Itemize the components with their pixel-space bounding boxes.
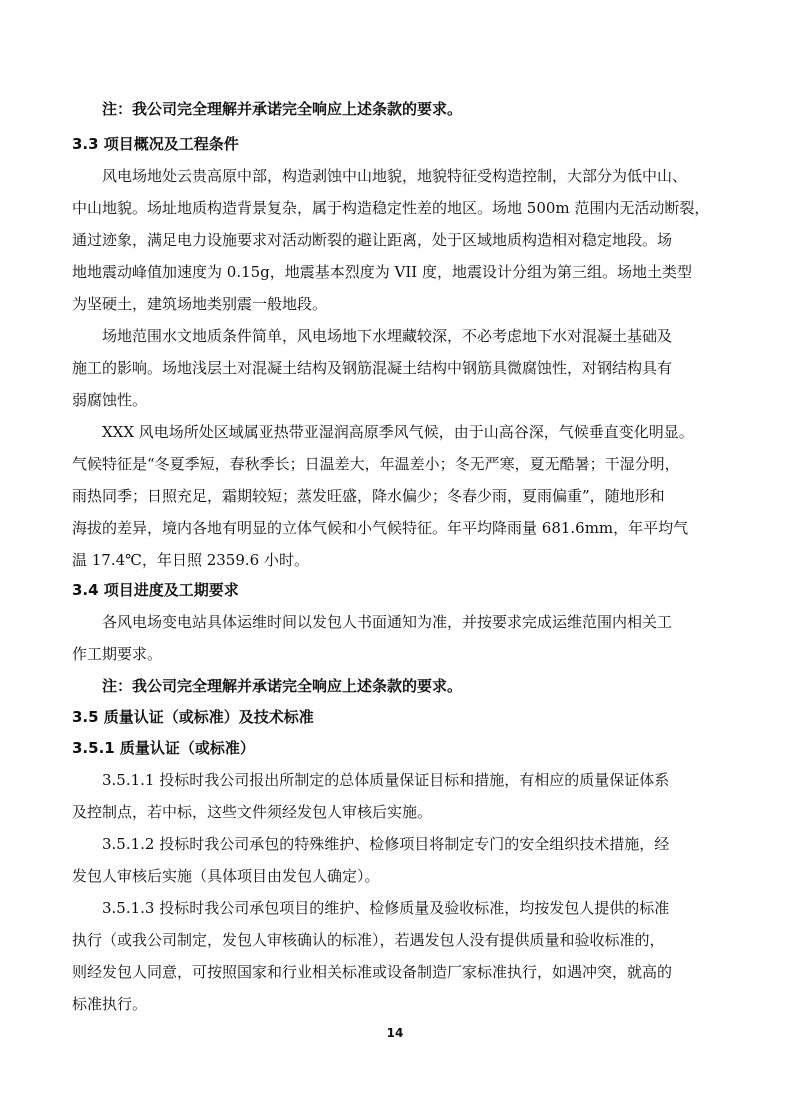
paragraph-line: 施工的影响。场地浅层土对混凝土结构及钢筋混凝土结构中钢筋具微腐蚀性，对钢结构具有: [72, 359, 673, 377]
paragraph-line: 地地震动峰值加速度为 0.15g，地震基本烈度为 VII 度，地震设计分组为第三组。场地土类型: [72, 263, 692, 281]
page-number: 14: [386, 1026, 404, 1040]
paragraph-line: 温 17.4℃，年日照 2359.6 小时。: [72, 551, 309, 569]
paragraph-line: 通过迹象，满足电力设施要求对活动断裂的避让距离，处于区域地质构造相对稳定地段。场: [72, 231, 673, 249]
paragraph-line: 3.5.1.1 投标时我公司报出所制定的总体质量保证目标和措施，有相应的质量保证体系: [102, 771, 670, 789]
notice-statement: 注：我公司完全理解并承诺完全响应上述条款的要求。: [102, 100, 463, 118]
paragraph-line: 3.5.1.2 投标时我公司承包的特殊维护、检修项目将制定专门的安全组织技术措施，经: [102, 835, 670, 853]
paragraph-line: 气候特征是“冬夏季短，春秋季长；日温差大，年温差小；冬无严寒，夏无酷暑；干湿分明，: [72, 455, 680, 473]
paragraph-line: 场地范围水文地质条件简单，风电场地下水埋藏较深，不必考虑地下水对混凝土基础及: [102, 327, 673, 345]
paragraph-line: 发包人审核后实施（具体项目由发包人确定）。: [72, 867, 380, 885]
paragraph-line: 各风电场变电站具体运维时间以发包人书面通知为准，并按要求完成运维范围内相关工: [102, 613, 673, 631]
paragraph-line: 标准执行。: [72, 995, 148, 1013]
subsection-heading-3-5-1: 3.5.1 质量认证（或标准）: [72, 739, 255, 757]
paragraph-line: 执行（或我公司制定，发包人审核确认的标准），若遇发包人没有提供质量和验收标准的，: [72, 931, 665, 949]
paragraph-line: 为坚硬土，建筑场地类别震一般地段。: [72, 295, 328, 313]
section-heading-3-5: 3.5 质量认证（或标准）及技术标准: [72, 708, 314, 726]
paragraph-line: 3.5.1.3 投标时我公司承包项目的维护、检修质量及验收标准，均按发包人提供的标准: [102, 899, 670, 917]
section-heading-3-4: 3.4 项目进度及工期要求: [72, 581, 239, 599]
paragraph-line: 中山地貌。场址地质构造背景复杂，属于构造稳定性差的地区。场地 500m 范围内无活动断裂，: [72, 199, 710, 217]
paragraph-line: 弱腐蚀性。: [72, 391, 148, 409]
section-heading-3-3: 3.3 项目概况及工程条件: [72, 135, 239, 153]
paragraph-line: 风电场地处云贵高原中部，构造剥蚀中山地貌，地貌特征受构造控制，大部分为低中山、: [102, 167, 688, 185]
paragraph-line: 作工期要求。: [72, 645, 163, 663]
paragraph-line: 雨热同季；日照充足，霜期较短；蒸发旺盛，降水偏少；冬春少雨，夏雨偏重”，随地形和: [72, 487, 665, 505]
paragraph-line: 海拔的差异，境内各地有明显的立体气候和小气候特征。年平均降雨量 681.6mm，年平均气: [72, 519, 689, 537]
paragraph-line: XXX 风电场所处区域属亚热带亚湿润高原季风气候，由于山高谷深，气候垂直变化明显。: [102, 423, 694, 441]
notice-statement: 注：我公司完全理解并承诺完全响应上述条款的要求。: [102, 677, 463, 695]
paragraph-line: 则经发包人同意，可按照国家和行业相关标准或设备制造厂家标准执行，如遇冲突，就高的: [72, 963, 673, 981]
paragraph-line: 及控制点，若中标，这些文件须经发包人审核后实施。: [72, 803, 433, 821]
